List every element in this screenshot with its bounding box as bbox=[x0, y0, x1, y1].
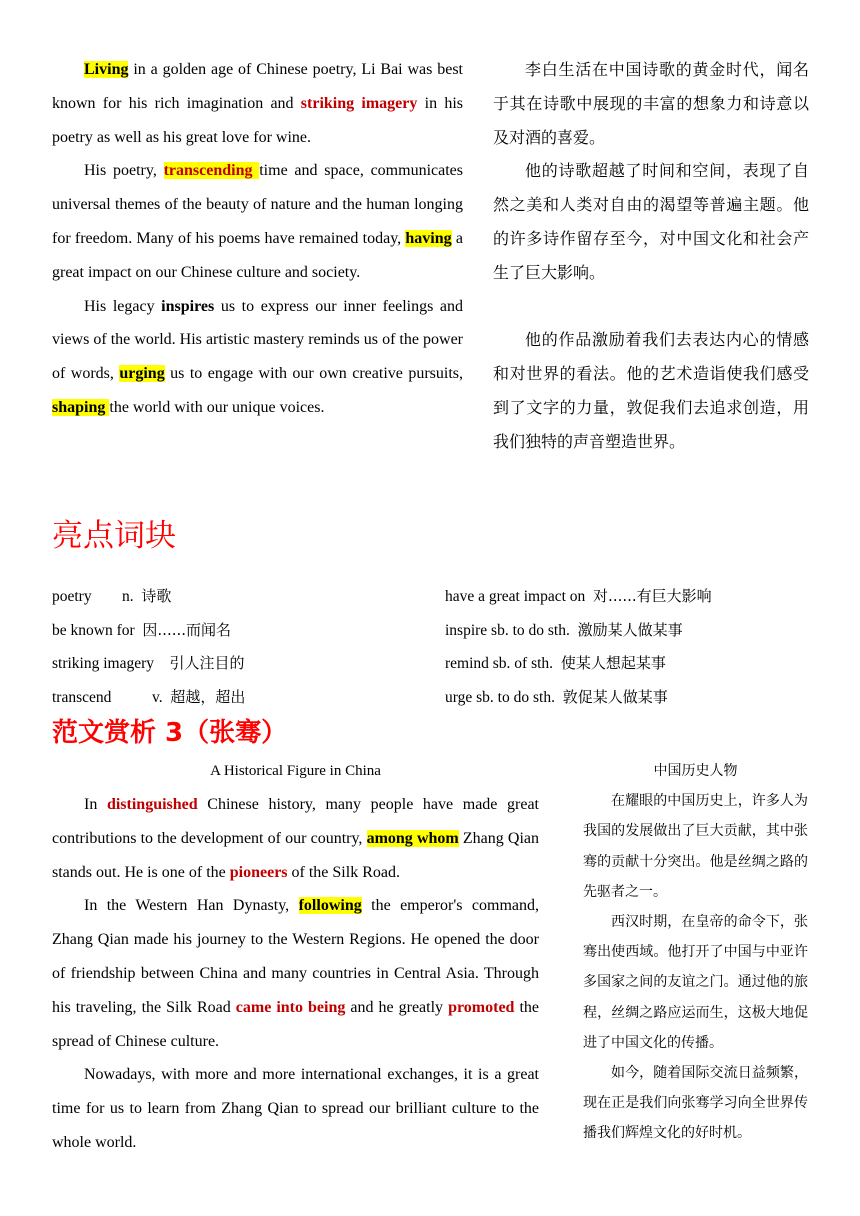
vocab-meaning: 因......而闻名 bbox=[142, 620, 232, 639]
paragraph: 他的作品激励着我们去表达内心的情感和对世界的看法。他的艺术造诣使我们感受到了文字的力量，敦促我们去追求创造，用我们独特的声音塑造世界。 bbox=[493, 330, 809, 451]
paragraph: 西汉时期，在皇帝的命令下，张骞出使西域。他打开了中国与中亚许多国家之间的友谊之门。通过他的旅程，丝绸之路应运而生，这极大地促进了中国文化的传播。 bbox=[583, 914, 808, 1051]
key-phrase: inspires bbox=[161, 297, 215, 315]
text: in his poetry as well as his great love for wine. bbox=[52, 94, 463, 146]
vocab-word: urge sb. to do sth. bbox=[445, 688, 555, 706]
text: and he greatly bbox=[345, 998, 449, 1016]
section-heading-model-essay-3: 范文赏析 3（张骞） bbox=[52, 718, 288, 748]
vocab-meaning: 使某人想起某事 bbox=[560, 654, 666, 672]
highlighted-phrase: having bbox=[405, 229, 452, 247]
vocabulary-column-left bbox=[52, 580, 432, 714]
paragraph bbox=[52, 889, 539, 1058]
section-heading-highlight-phrases: 亮点词块 bbox=[52, 518, 176, 554]
li-bai-passage-chinese bbox=[493, 53, 809, 459]
key-phrase: promoted bbox=[448, 998, 515, 1016]
vocab-word: transcend bbox=[52, 688, 112, 706]
text: In the Western Han Dynasty, bbox=[84, 897, 299, 915]
highlighted-phrase: among whom bbox=[366, 829, 459, 847]
paragraph bbox=[52, 290, 463, 425]
vocab-word: striking imagery bbox=[52, 655, 155, 672]
vocab-item bbox=[52, 580, 432, 614]
highlighted-phrase: following bbox=[298, 897, 362, 915]
key-phrase: distinguished bbox=[106, 796, 198, 813]
vocabulary-column-right bbox=[445, 580, 825, 714]
text: Chinese history, many people have made great contributions to the development of our country, bbox=[52, 796, 539, 847]
vocab-item bbox=[445, 681, 825, 715]
key-phrase: striking imagery bbox=[300, 94, 418, 112]
vocab-meaning: 对......有巨大影响 bbox=[593, 587, 712, 605]
highlighted-phrase: transcending bbox=[163, 162, 260, 180]
vocab-pos: n. bbox=[122, 588, 134, 605]
essay-title: A Historical Figure in China bbox=[210, 763, 381, 779]
paragraph: 在耀眼的中国历史上，许多人为我国的发展做出了巨大贡献，其中张骞的贡献十分突出。他是丝绸之路的先驱者之一。 bbox=[583, 793, 808, 900]
paragraph bbox=[52, 154, 463, 289]
key-phrase: pioneers bbox=[229, 863, 288, 881]
paragraph: 李白生活在中国诗歌的黄金时代，闻名于其在诗歌中展现的丰富的想象力和诗意以及对酒的喜爱。 bbox=[493, 60, 809, 147]
vocab-word: be known for bbox=[52, 621, 135, 639]
vocab-pos: v. bbox=[152, 688, 163, 706]
vocab-meaning: 引人注目的 bbox=[169, 654, 245, 672]
vocab-word: inspire sb. to do sth. bbox=[445, 621, 570, 639]
text: the world with our unique voices. bbox=[109, 398, 325, 416]
highlighted-phrase: shaping bbox=[52, 398, 110, 416]
text: in a golden age of Chinese poetry, Li Bai was best known for his rich imagination and bbox=[52, 61, 463, 112]
paragraph: Nowadays, with more and more international exchanges, it is a great time for us to learn from Zhang Qian to spread our brilliant culture to the whole world. bbox=[52, 1066, 539, 1151]
vocab-item bbox=[445, 647, 825, 681]
text: time and space, communicates universal themes of the beauty of nature and the human longing for freedom. Many of his poems have remained today, bbox=[52, 162, 463, 247]
spacer bbox=[493, 290, 809, 324]
text: the emperor's command, Zhang Qian made his journey to the Western Regions. He opened the door of friendship between China and many countries in Central Asia. Through his traveling, the Silk Road bbox=[52, 897, 539, 1016]
zhang-qian-essay-english bbox=[52, 754, 539, 1160]
key-phrase: came into being bbox=[235, 998, 346, 1016]
li-bai-passage-english bbox=[52, 53, 463, 425]
text: the spread of Chinese culture. bbox=[52, 998, 540, 1050]
vocab-word: poetry bbox=[52, 588, 92, 605]
vocab-item bbox=[445, 580, 825, 614]
paragraph: 他的诗歌超越了时间和空间，表现了自然之美和人类对自由的渴望等普遍主题。他的许多诗作留存至今，对中国文化和社会产生了巨大影响。 bbox=[493, 161, 809, 282]
text: of the Silk Road. bbox=[287, 863, 400, 881]
vocab-word: remind sb. of sth. bbox=[445, 655, 554, 672]
vocab-meaning: 超越，超出 bbox=[170, 687, 246, 706]
text: a great impact on our Chinese culture and society. bbox=[52, 229, 463, 281]
zhang-qian-essay-chinese bbox=[583, 756, 808, 1149]
essay-title: 中国历史人物 bbox=[653, 763, 738, 779]
highlighted-phrase: urging bbox=[119, 365, 165, 383]
vocab-meaning: 敦促某人做某事 bbox=[562, 687, 668, 706]
text: Zhang Qian stands out. He is one of the bbox=[52, 829, 539, 881]
vocab-item bbox=[52, 681, 432, 715]
text: us to engage with our own creative pursuits, bbox=[164, 365, 463, 383]
text: His poetry, bbox=[84, 162, 164, 180]
paragraph: 如今，随着国际交流日益频繁，现在正是我们向张骞学习向全世界传播我们辉煌文化的好时机。 bbox=[583, 1065, 808, 1142]
paragraph bbox=[52, 788, 539, 889]
text: His legacy bbox=[84, 297, 162, 315]
vocab-word: have a great impact on bbox=[445, 588, 586, 605]
paragraph bbox=[52, 53, 463, 154]
vocab-meaning: 诗歌 bbox=[141, 587, 172, 605]
vocab-item bbox=[445, 614, 825, 648]
vocab-item bbox=[52, 647, 432, 681]
text: In bbox=[84, 796, 107, 813]
highlighted-phrase: Living bbox=[84, 61, 129, 78]
vocab-meaning: 激励某人做某事 bbox=[577, 620, 683, 639]
vocab-item bbox=[52, 614, 432, 648]
text: us to express our inner feelings and views of the world. His artistic mastery reminds us of the power of words, bbox=[52, 297, 463, 383]
